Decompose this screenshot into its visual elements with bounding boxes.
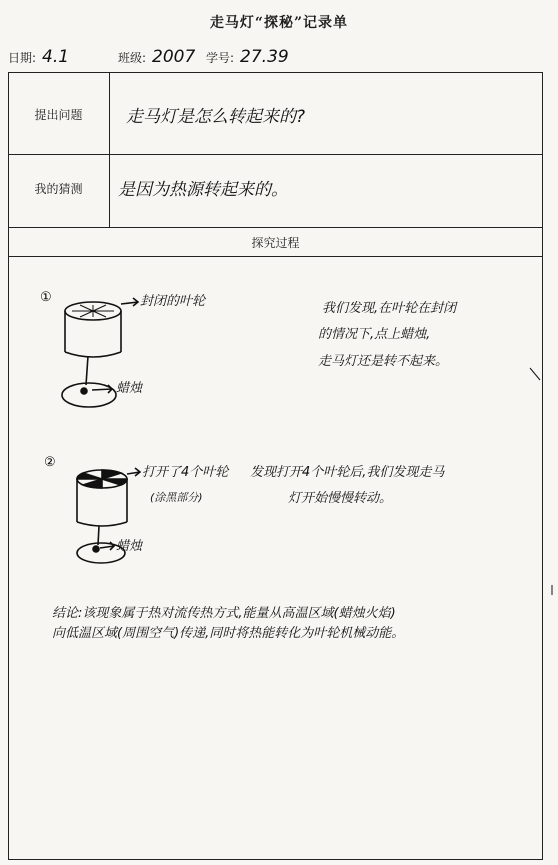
- experiment2-label-top: 打开了4个叶轮: [142, 465, 229, 480]
- conclusion: [52, 604, 542, 644]
- guess-label: 我的猜测: [34, 182, 83, 196]
- experiment2-observation-line-1: 发现打开4个叶轮后,我们发现走马: [250, 465, 445, 480]
- conclusion-line-2: 向低温区域(周围空气)传递,同时将热能转化为叶轮机械动能。: [52, 626, 405, 641]
- experiment2-observation-line-2: 灯开始慢慢转动。: [288, 491, 393, 506]
- experiment1-observation-line-3: 走马灯还是转不起来。: [318, 354, 449, 369]
- experiment1-observation-line-2: 的情况下,点上蜡烛,: [318, 327, 431, 342]
- experiment1-number: ①: [40, 290, 52, 305]
- question-answer: 走马灯是怎么转起来的?: [126, 107, 306, 127]
- class-label: 班级:: [118, 51, 147, 65]
- experiment1-observation-line-1: 我们发现,在叶轮在封闭: [322, 301, 457, 316]
- experiment2-number: ②: [44, 455, 56, 470]
- date-value: 4.1: [42, 47, 70, 67]
- page-title: 走马灯“探秘”记录单: [209, 15, 349, 31]
- class-value: 2007: [152, 47, 196, 67]
- experiment1-label-top: 封闭的叶轮: [140, 294, 206, 309]
- experiment2-label-note: (涂黑部分): [150, 491, 203, 504]
- experiment2-label-bottom: 蜡烛: [116, 539, 143, 554]
- question-label: 提出问题: [34, 108, 83, 122]
- date-label: 日期:: [8, 51, 37, 65]
- conclusion-line-1: 结论:该现象属于热对流传热方式,能量从高温区域(蜡烛火焰): [52, 606, 396, 621]
- experiment1-label-bottom: 蜡烛: [116, 381, 143, 396]
- student-id-label: 学号:: [206, 51, 235, 65]
- guess-answer: 是因为热源转起来的。: [118, 180, 288, 200]
- section-title: 探究过程: [251, 236, 300, 250]
- student-id-value: 27.39: [240, 47, 289, 67]
